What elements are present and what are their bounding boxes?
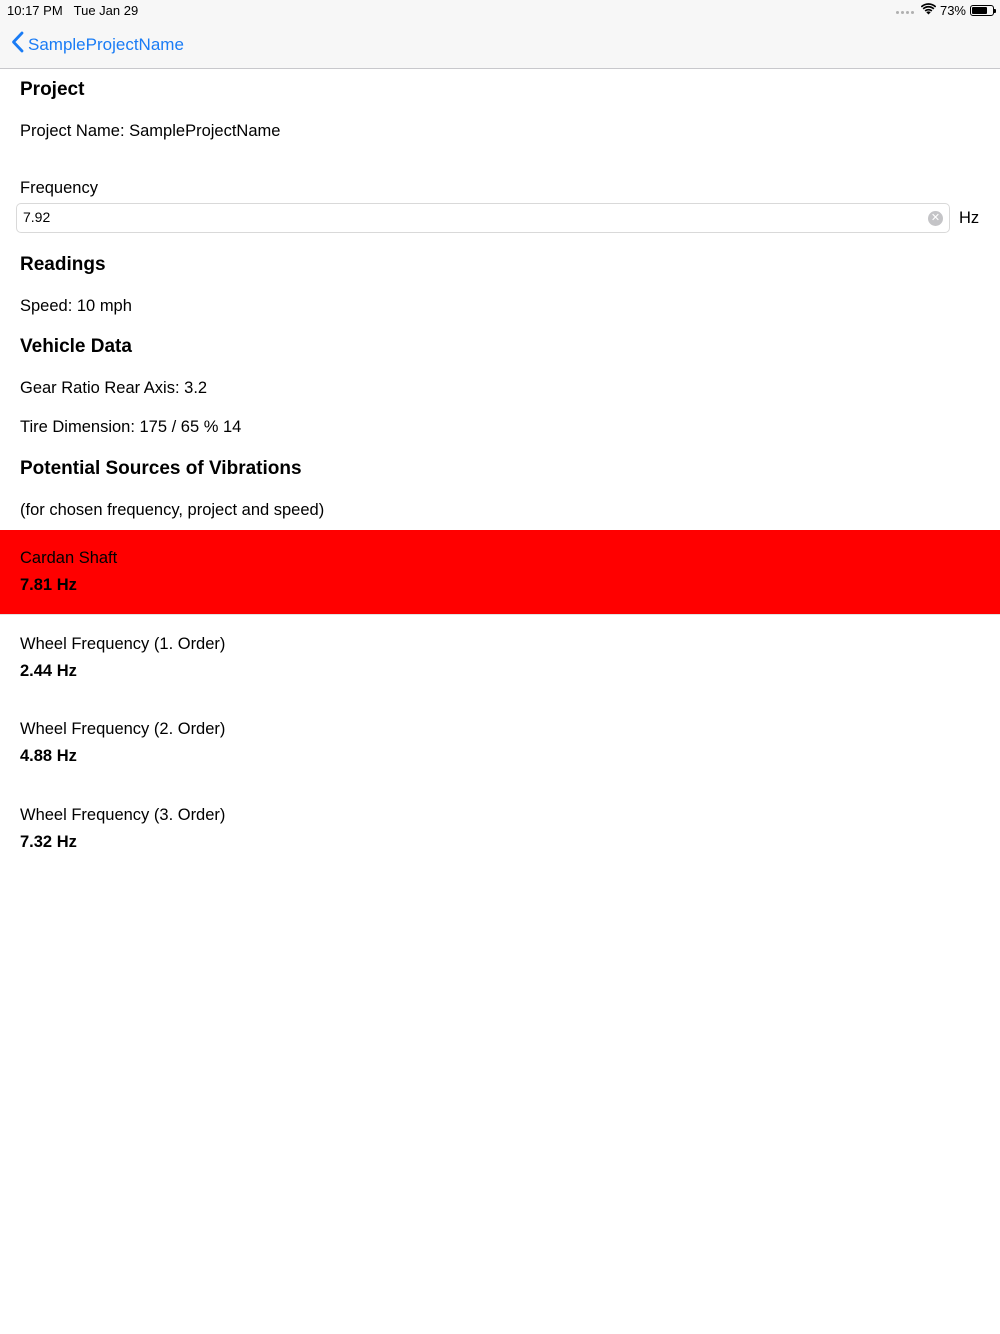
sources-subtitle: (for chosen frequency, project and speed): [20, 501, 325, 519]
cellular-signal-icon: [896, 11, 914, 14]
source-name: Wheel Frequency (3. Order): [20, 806, 226, 824]
source-row-wheel-3rd-order[interactable]: [0, 787, 1000, 872]
project-name-line: Project Name: SampleProjectName: [20, 122, 281, 140]
source-row-cardan-shaft[interactable]: [0, 530, 1000, 615]
chevron-left-icon: [11, 31, 24, 58]
row-divider: [0, 614, 1000, 615]
source-value: 2.44 Hz: [20, 662, 77, 680]
source-row-wheel-1st-order[interactable]: [0, 616, 1000, 701]
tire-dimension-line: Tire Dimension: 175 / 65 % 14: [20, 418, 242, 436]
source-value: 4.88 Hz: [20, 747, 77, 765]
frequency-unit-label: Hz: [959, 209, 980, 227]
status-date: Tue Jan 29: [73, 3, 139, 18]
source-name: Wheel Frequency (1. Order): [20, 635, 226, 653]
source-value: 7.32 Hz: [20, 833, 77, 851]
status-left: [7, 3, 138, 18]
status-right: [896, 3, 994, 18]
battery-percent: 73%: [939, 3, 966, 18]
source-name: Cardan Shaft: [20, 549, 118, 567]
vehicle-section-title: Vehicle Data: [20, 336, 132, 357]
battery-icon: [970, 5, 994, 16]
frequency-input[interactable]: [23, 209, 903, 225]
wifi-icon: [921, 3, 936, 18]
frequency-label: Frequency: [20, 179, 98, 197]
source-row-wheel-2nd-order[interactable]: [0, 701, 1000, 786]
source-name: Wheel Frequency (2. Order): [20, 720, 226, 738]
status-bar: [0, 0, 1000, 20]
project-section-title: Project: [20, 79, 85, 100]
navigation-bar: [0, 20, 1000, 69]
frequency-field: [16, 203, 950, 233]
back-button-label: SampleProjectName: [28, 34, 184, 54]
gear-ratio-line: Gear Ratio Rear Axis: 3.2: [20, 379, 208, 397]
speed-line: Speed: 10 mph: [20, 297, 132, 315]
sources-section-title: Potential Sources of Vibrations: [20, 458, 302, 479]
readings-section-title: Readings: [20, 254, 106, 275]
status-time: 10:17 PM: [7, 3, 63, 18]
back-button[interactable]: [11, 31, 184, 58]
clear-icon[interactable]: ✕: [928, 211, 943, 226]
battery-fill: [972, 7, 987, 14]
source-value: 7.81 Hz: [20, 576, 77, 594]
